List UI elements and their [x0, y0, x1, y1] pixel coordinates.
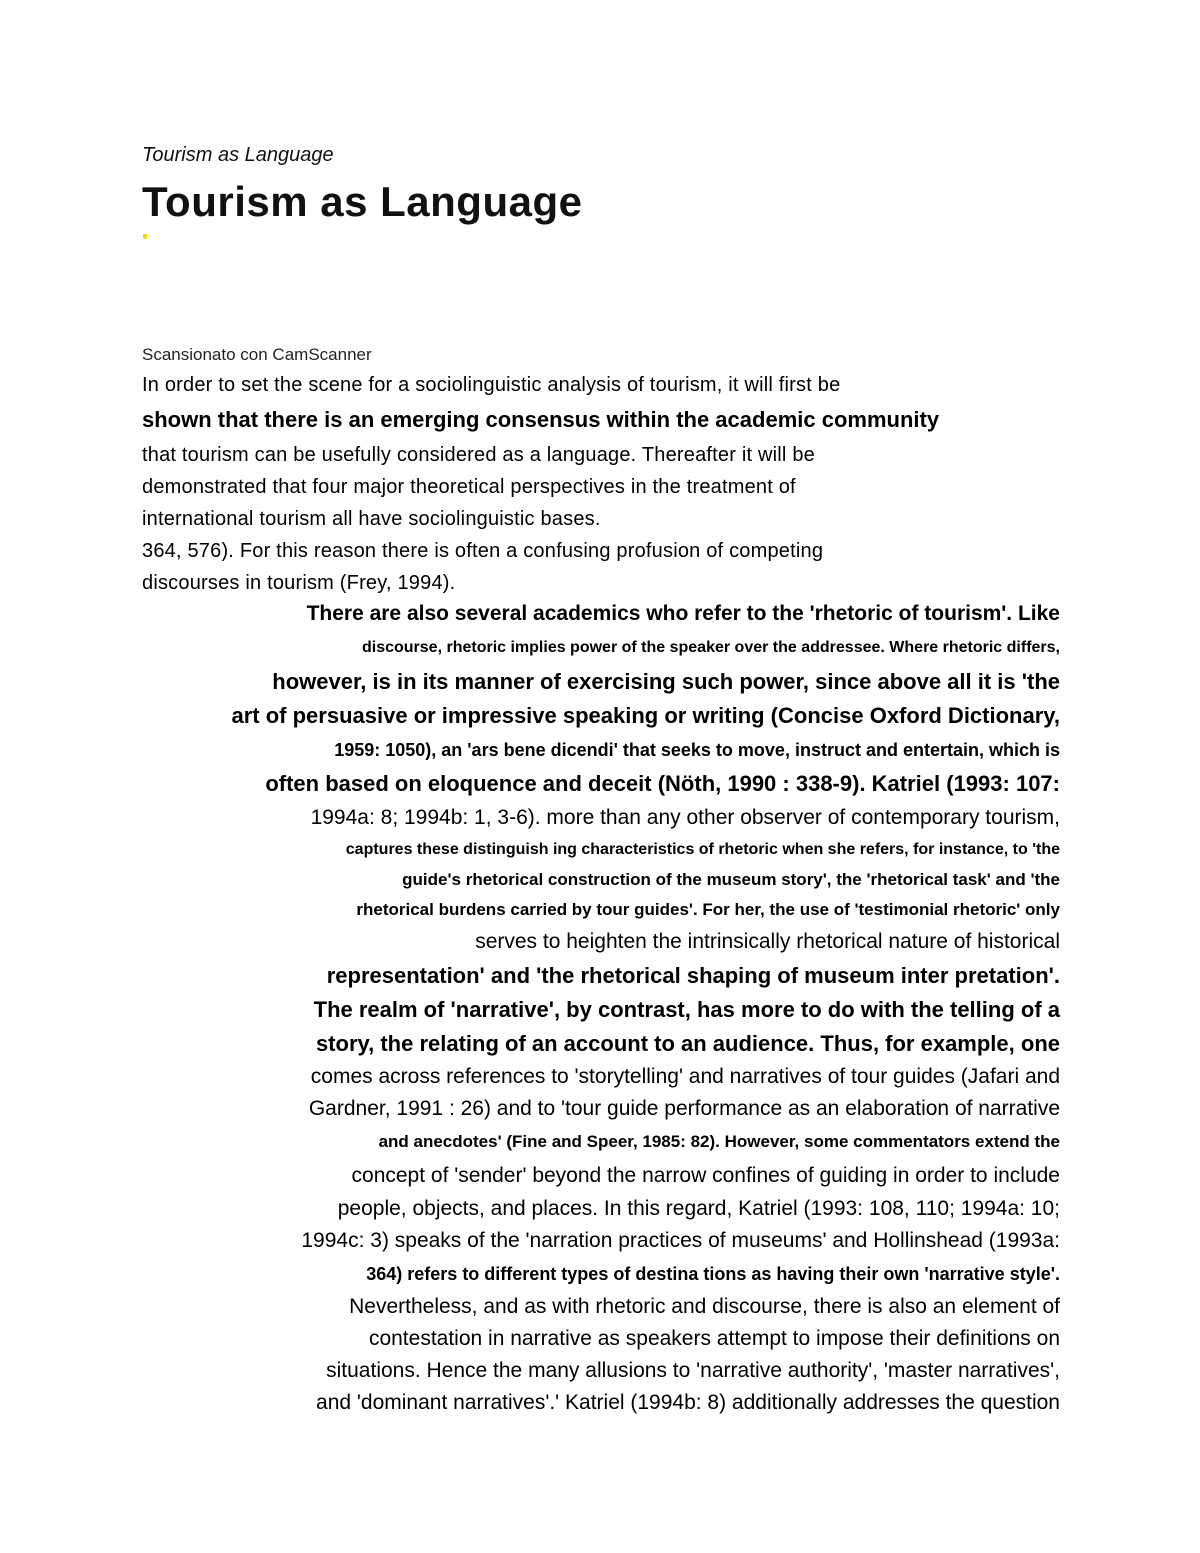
- paragraph-intro: [142, 369, 1062, 599]
- paragraph-line: There are also several academics who refer to the 'rhetoric of tourism'. Like: [306, 602, 1060, 625]
- paragraph-line: contestation in narrative as speakers attempt to impose their definitions on: [368, 1327, 1060, 1350]
- paragraph-line: international tourism all have sociolinguistic bases.: [142, 508, 601, 530]
- running-header: Tourism as Language: [142, 144, 334, 166]
- paragraph-line: representation' and 'the rhetorical shaping of museum inter pretation'.: [326, 963, 1060, 988]
- paragraph-line: art of persuasive or impressive speaking or writing (Concise Oxford Dictionary,: [231, 703, 1060, 728]
- paragraph-line: 1994c: 3) speaks of the 'narration practices of museums' and Hollinshead (1993a:: [301, 1229, 1060, 1252]
- paragraph-line: and 'dominant narratives'.' Katriel (1994b: 8) additionally addresses the question: [316, 1391, 1060, 1414]
- paragraph-line: 364, 576). For this reason there is often a confusing profusion of competing: [142, 540, 824, 562]
- paragraph-line: however, is in its manner of exercising such power, since above all it is 'the: [272, 669, 1060, 694]
- paragraph-line: guide's rhetorical construction of the museum story', the 'rhetorical task' and 'the: [402, 870, 1060, 889]
- paragraph-line: shown that there is an emerging consensus within the academic community: [142, 407, 940, 432]
- paragraph-line: discourses in tourism (Frey, 1994).: [142, 572, 456, 594]
- paragraph-line: Gardner, 1991 : 26) and to 'tour guide performance as an elaboration of narrative: [308, 1097, 1060, 1120]
- paragraph-line: people, objects, and places. In this regard, Katriel (1993: 108, 110; 1994a: 10;: [337, 1197, 1060, 1220]
- page-title: Tourism as Language: [142, 178, 583, 225]
- paragraph-line: rhetorical burdens carried by tour guides'. For her, the use of 'testimonial rhetoric' only: [356, 900, 1060, 919]
- paragraph-line: comes across references to 'storytelling' and narratives of tour guides (Jafari and: [310, 1065, 1060, 1088]
- paragraph-line: In order to set the scene for a sociolinguistic analysis of tourism, it will first be: [142, 374, 841, 396]
- paragraph-line: captures these distinguish ing characteristics of rhetoric when she refers, for instance, to 'the: [345, 841, 1060, 858]
- paragraph-line: often based on eloquence and deceit (Nöth, 1990 : 338-9). Katriel (1993: 107:: [265, 771, 1060, 796]
- paragraph-line: Nevertheless, and as with rhetoric and discourse, there is also an element of: [349, 1295, 1060, 1318]
- paragraph-line: demonstrated that four major theoretical perspectives in the treatment of: [142, 476, 796, 498]
- paragraph-line: serves to heighten the intrinsically rhetorical nature of historical: [475, 930, 1060, 953]
- scanner-watermark: Scansionato con CamScanner: [142, 345, 372, 364]
- paragraph-line: story, the relating of an account to an audience. Thus, for example, one: [315, 1031, 1060, 1056]
- scan-artifact-mark: [143, 234, 147, 239]
- paragraph-line: 364) refers to different types of destina tions as having their own 'narrative style'.: [366, 1264, 1060, 1284]
- paragraph-line: situations. Hence the many allusions to 'narrative authority', 'master narratives',: [326, 1359, 1060, 1382]
- paragraph-line: discourse, rhetoric implies power of the speaker over the addressee. Where rhetoric differs,: [361, 639, 1060, 656]
- paragraph-line: 1959: 1050), an 'ars bene dicendi' that seeks to move, instruct and entertain, which is: [334, 740, 1060, 760]
- paragraph-line: The realm of 'narrative', by contrast, has more to do with the telling of a: [313, 997, 1060, 1022]
- paragraph-rhetoric-narrative: [140, 597, 1060, 1419]
- paragraph-line: and anecdotes' (Fine and Speer, 1985: 82). However, some commentators extend the: [378, 1132, 1060, 1151]
- paragraph-line: 1994a: 8; 1994b: 1, 3-6). more than any other observer of contemporary tourism,: [310, 806, 1060, 829]
- paragraph-line: that tourism can be usefully considered as a language. Thereafter it will be: [142, 444, 815, 466]
- paragraph-line: concept of 'sender' beyond the narrow confines of guiding in order to include: [351, 1164, 1060, 1187]
